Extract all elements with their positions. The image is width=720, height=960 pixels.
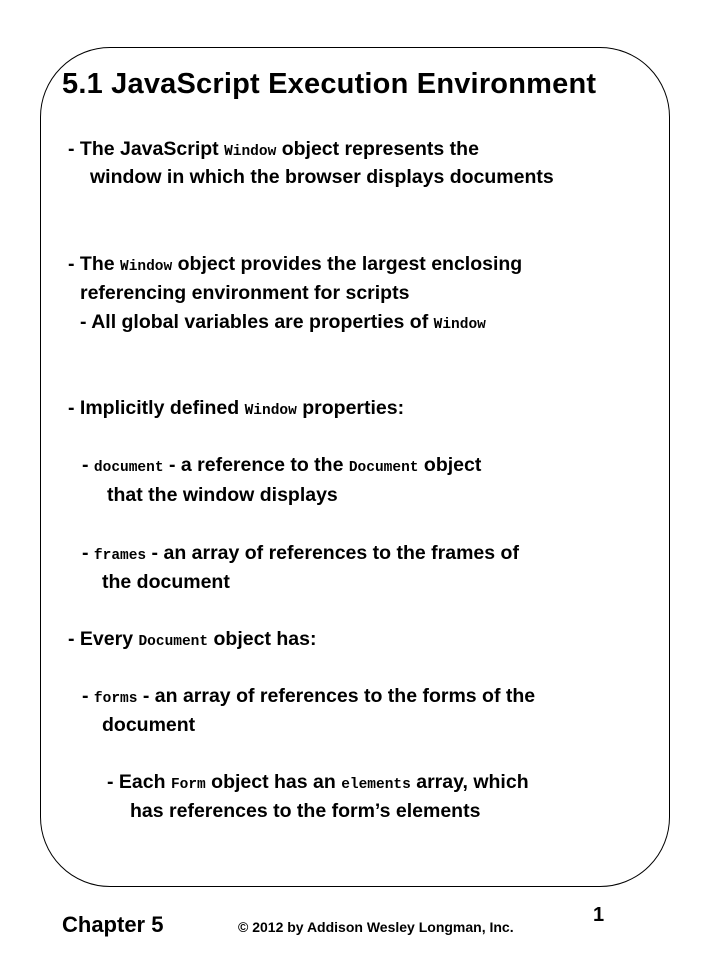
text-line-7: - document - a reference to the Document object bbox=[82, 454, 482, 476]
text-line-15: has references to the form’s elements bbox=[130, 800, 481, 822]
text-line-14: - Each Form object has an elements array, which bbox=[107, 771, 529, 793]
text-line-5: - All global variables are properties of Window bbox=[80, 311, 486, 333]
text-line-13: document bbox=[102, 714, 196, 736]
footer-chapter: Chapter 5 bbox=[62, 912, 164, 937]
text-line-12: - forms - an array of references to the forms of the bbox=[82, 685, 536, 707]
page-number: 1 bbox=[593, 904, 605, 926]
footer-copyright: © 2012 by Addison Wesley Longman, Inc. bbox=[238, 919, 514, 935]
text-line-2: window in which the browser displays documents bbox=[90, 166, 554, 188]
text-line-10: the document bbox=[102, 571, 230, 593]
text-line-1: - The JavaScript Window object represents the bbox=[68, 138, 479, 160]
text-line-4: referencing environment for scripts bbox=[80, 282, 410, 304]
text-line-8: that the window displays bbox=[107, 484, 338, 506]
text-line-3: - The Window object provides the largest enclosing bbox=[68, 253, 523, 275]
slide-title: 5.1 JavaScript Execution Environment bbox=[62, 68, 597, 100]
text-line-11: - Every Document object has: bbox=[68, 628, 317, 650]
text-line-6: - Implicitly defined Window properties: bbox=[68, 397, 405, 419]
text-line-9: - frames - an array of references to the frames of bbox=[82, 542, 519, 564]
